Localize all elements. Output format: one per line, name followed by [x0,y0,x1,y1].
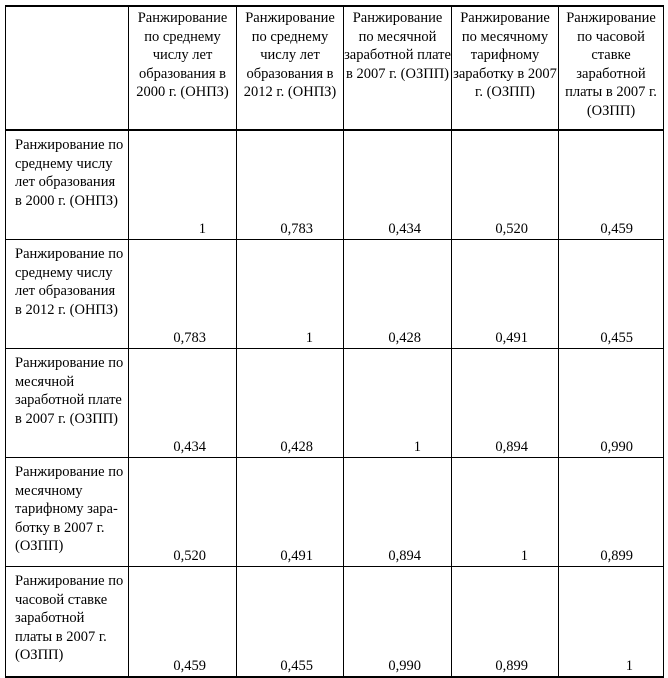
row-label-education-2012: Ранжирование по среднему числу лет образования в 2012 г. (ОНПЗ) [6,240,129,349]
table-cell: 0,428 [344,240,452,349]
column-header-education-2000: Ранжирование по среднему числу лет образования в 2000 г. (ОНПЗ) [129,6,237,130]
table-cell: 0,434 [344,130,452,240]
table-cell: 0,434 [129,349,237,458]
table-cell: 1 [452,458,559,567]
table-cell: 0,990 [344,567,452,678]
corner-cell [6,6,129,130]
table-cell: 0,428 [237,349,344,458]
row-label-hourly-rate: Ранжирование по часовой ставке заработной платы в 2007 г. (ОЗПП) [6,567,129,678]
table-row [6,130,664,240]
table-cell: 0,899 [559,458,664,567]
table-cell: 0,455 [559,240,664,349]
table-cell: 0,459 [129,567,237,678]
table-row [6,458,664,567]
table-cell: 0,894 [452,349,559,458]
table-cell: 0,783 [129,240,237,349]
table-cell: 0,990 [559,349,664,458]
column-header-monthly-wage: Ранжирование по месячной заработной плате в 2007 г. (ОЗПП) [344,6,452,130]
table-cell: 0,455 [237,567,344,678]
row-label-monthly-wage: Ранжирование по месячной заработной плате в 2007 г. (ОЗПП) [6,349,129,458]
correlation-table [5,5,664,678]
table-cell: 0,520 [129,458,237,567]
table-cell: 1 [237,240,344,349]
table-cell: 0,520 [452,130,559,240]
row-label-monthly-tariff: Ранжирование по месячному тарифному заработку в 2007 г. (ОЗПП) [6,458,129,567]
column-header-monthly-tariff: Ранжирование по месячному тарифному заработку в 2007 г. (ОЗПП) [452,6,559,130]
row-label-education-2000: Ранжирование по среднему числу лет образования в 2000 г. (ОНПЗ) [6,130,129,240]
table-cell: 1 [344,349,452,458]
column-header-education-2012: Ранжирование по среднему числу лет образования в 2012 г. (ОНПЗ) [237,6,344,130]
table-cell: 0,899 [452,567,559,678]
table-cell: 1 [129,130,237,240]
table-cell: 0,783 [237,130,344,240]
table-cell: 0,491 [452,240,559,349]
table-cell: 1 [559,567,664,678]
table-cell: 0,894 [344,458,452,567]
table-cell: 0,459 [559,130,664,240]
table-row [6,240,664,349]
table-row [6,349,664,458]
table-cell: 0,491 [237,458,344,567]
column-header-hourly-rate: Ранжирование по часовой ставке заработной платы в 2007 г. (ОЗПП) [559,6,664,130]
header-row [6,6,664,130]
table-row [6,567,664,678]
